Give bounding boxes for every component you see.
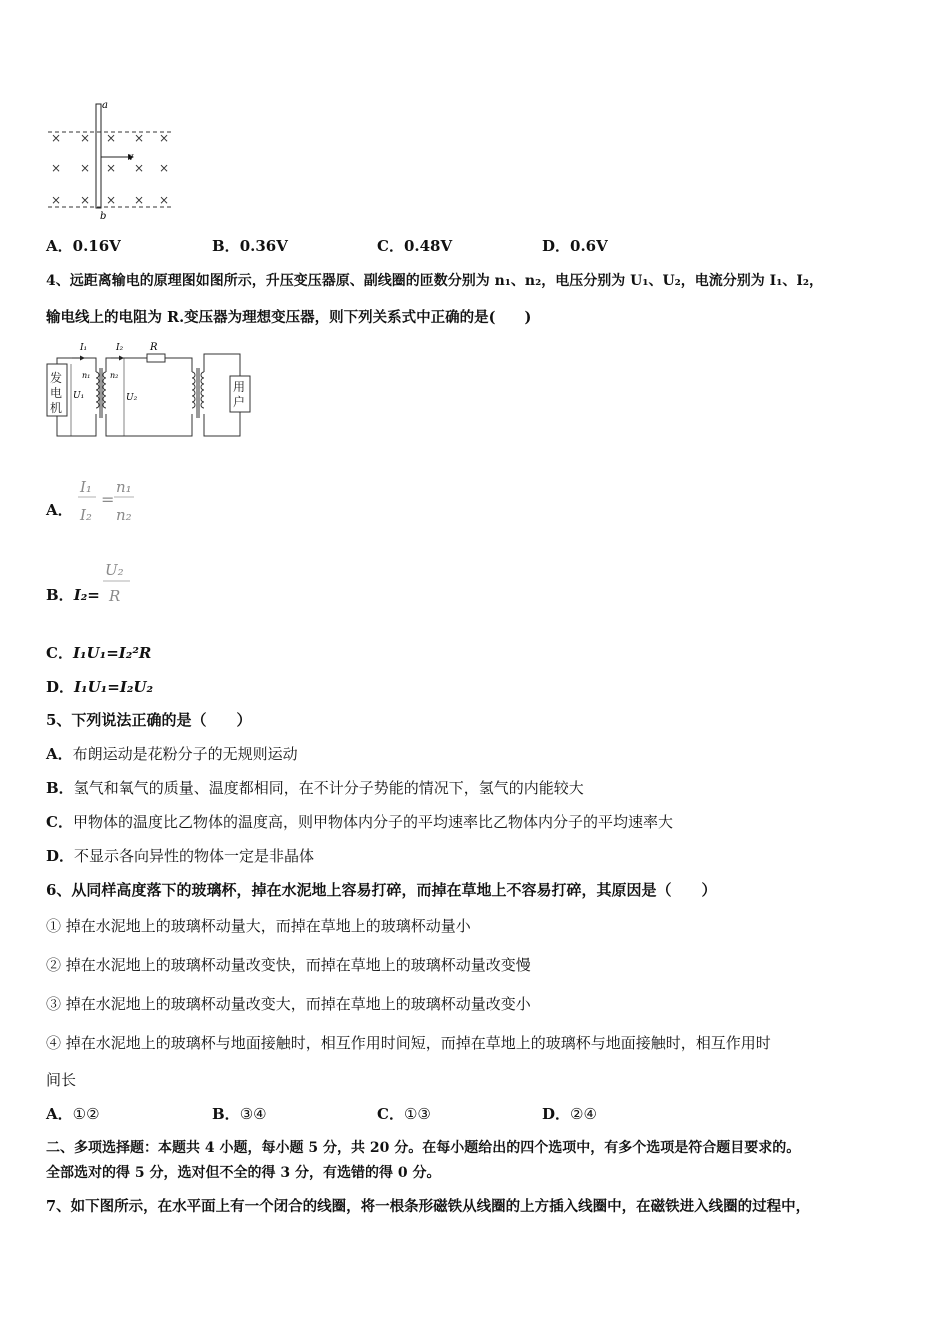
q3-option-a[interactable]: A．0.16V — [46, 237, 121, 255]
svg-text:×: × — [51, 161, 62, 175]
svg-text:n₂: n₂ — [110, 371, 119, 380]
svg-text:R: R — [109, 587, 121, 605]
q5-option-d[interactable]: D．不显示各向异性的物体一定是非晶体 — [46, 847, 315, 865]
q5-stem: 5、下列说法正确的是（ ） — [46, 711, 252, 729]
q5-option-c[interactable]: C．甲物体的温度比乙物体的温度高，则甲物体内分子的平均速率比乙物体内分子的平均速率大 — [46, 813, 673, 831]
q4-option-d[interactable]: D．I₁U₁=I₂U₂ — [46, 678, 154, 696]
power-transmission-figure — [44, 336, 252, 440]
svg-text:户: 户 — [233, 395, 246, 409]
q4-option-a-label[interactable]: A． — [46, 501, 73, 519]
svg-text:×: × — [106, 131, 117, 145]
svg-text:×: × — [159, 193, 170, 207]
svg-text:=: = — [101, 490, 115, 509]
q5-option-a[interactable]: A．布朗运动是花粉分子的无规则运动 — [46, 745, 298, 763]
q3-option-b[interactable]: B．0.36V — [212, 237, 288, 255]
svg-text:×: × — [51, 131, 62, 145]
q6-option-a[interactable]: A．①② — [46, 1105, 100, 1123]
section2-heading-line2: 全部选对的得 5 分，选对但不全的得 3 分，有选错的得 0 分。 — [46, 1165, 441, 1181]
q4-stem-line2: 输电线上的电阻为 R.变压器为理想变压器，则下列关系式中正确的是( ) — [46, 309, 532, 326]
q3-option-d[interactable]: D．0.6V — [542, 237, 608, 255]
svg-text:×: × — [106, 193, 117, 207]
q5-option-b[interactable]: B．氢气和氧气的质量、温度都相同，在不计分子势能的情况下，氢气的内能较大 — [46, 779, 584, 797]
svg-text:×: × — [80, 131, 91, 145]
svg-text:发: 发 — [50, 371, 63, 385]
svg-text:U₂: U₂ — [126, 393, 138, 403]
svg-text:×: × — [159, 161, 170, 175]
svg-text:电: 电 — [50, 386, 63, 400]
q6-stem: 6、从同样高度落下的玻璃杯，掉在水泥地上容易打碎，而掉在草地上不容易打碎，其原因是（ ） — [46, 881, 717, 899]
label-b: b — [100, 211, 107, 222]
svg-text:U₁: U₁ — [73, 391, 85, 401]
q4-stem-line1: 4、远距离输电的原理图如图所示，升压变压器原、副线圈的匝数分别为 n₁、n₂，电压分别为 U₁、U₂，电流分别为 I₁、I₂， — [46, 273, 824, 289]
q6-item-3: ③ 掉在水泥地上的玻璃杯动量改变大，而掉在草地上的玻璃杯动量改变小 — [46, 995, 531, 1013]
svg-text:n₁: n₁ — [82, 371, 91, 380]
svg-text:I₁: I₁ — [80, 478, 92, 496]
svg-text:×: × — [134, 193, 145, 207]
svg-text:U₂: U₂ — [105, 561, 124, 579]
label-a: a — [102, 100, 108, 111]
svg-text:×: × — [106, 161, 117, 175]
svg-text:n₁: n₁ — [116, 478, 132, 496]
svg-text:×: × — [80, 193, 91, 207]
svg-text:R: R — [150, 342, 158, 353]
svg-text:×: × — [134, 161, 145, 175]
q6-option-c[interactable]: C．①③ — [377, 1105, 431, 1123]
svg-text:I₂: I₂ — [80, 506, 92, 524]
q6-option-b[interactable]: B．③④ — [212, 1105, 267, 1123]
section2-heading-line1: 二、多项选择题：本题共 4 小题，每小题 5 分，共 20 分。在每小题给出的四个选项中，有多个选项是符合题目要求的。 — [46, 1140, 801, 1156]
q6-item-4: ④ 掉在水泥地上的玻璃杯与地面接触时，相互作用时间短，而掉在草地上的玻璃杯与地面接触时，相互作用时 — [46, 1034, 771, 1052]
q6-option-d[interactable]: D．②④ — [542, 1105, 597, 1123]
svg-text:I₁: I₁ — [80, 343, 88, 353]
svg-text:×: × — [134, 131, 145, 145]
q6-item-1: ① 掉在水泥地上的玻璃杯动量大，而掉在草地上的玻璃杯动量小 — [46, 917, 471, 935]
svg-text:用: 用 — [233, 380, 246, 394]
label-v: v — [128, 152, 134, 163]
svg-text:×: × — [51, 193, 62, 207]
q4-option-c[interactable]: C．I₁U₁=I₂²R — [46, 644, 152, 662]
svg-text:×: × — [159, 131, 170, 145]
q4-option-a-formula — [74, 474, 144, 530]
svg-text:n₂: n₂ — [116, 506, 132, 524]
q7-stem-line1: 7、如下图所示，在水平面上有一个闭合的线圈，将一根条形磁铁从线圈的上方插入线圈中，在磁铁进入线圈的过程中， — [46, 1198, 811, 1215]
q4-option-b[interactable]: B．I₂= — [46, 586, 100, 604]
svg-text:I₂: I₂ — [116, 343, 124, 353]
svg-text:机: 机 — [50, 401, 63, 415]
q3-option-c[interactable]: C．0.48V — [377, 237, 453, 255]
svg-text:×: × — [80, 161, 91, 175]
magnetic-field-figure — [44, 98, 176, 222]
q6-item-2: ② 掉在水泥地上的玻璃杯动量改变快，而掉在草地上的玻璃杯动量改变慢 — [46, 956, 531, 974]
q6-item-4-cont: 间长 — [46, 1071, 77, 1089]
q4-option-b-fraction — [100, 558, 136, 608]
